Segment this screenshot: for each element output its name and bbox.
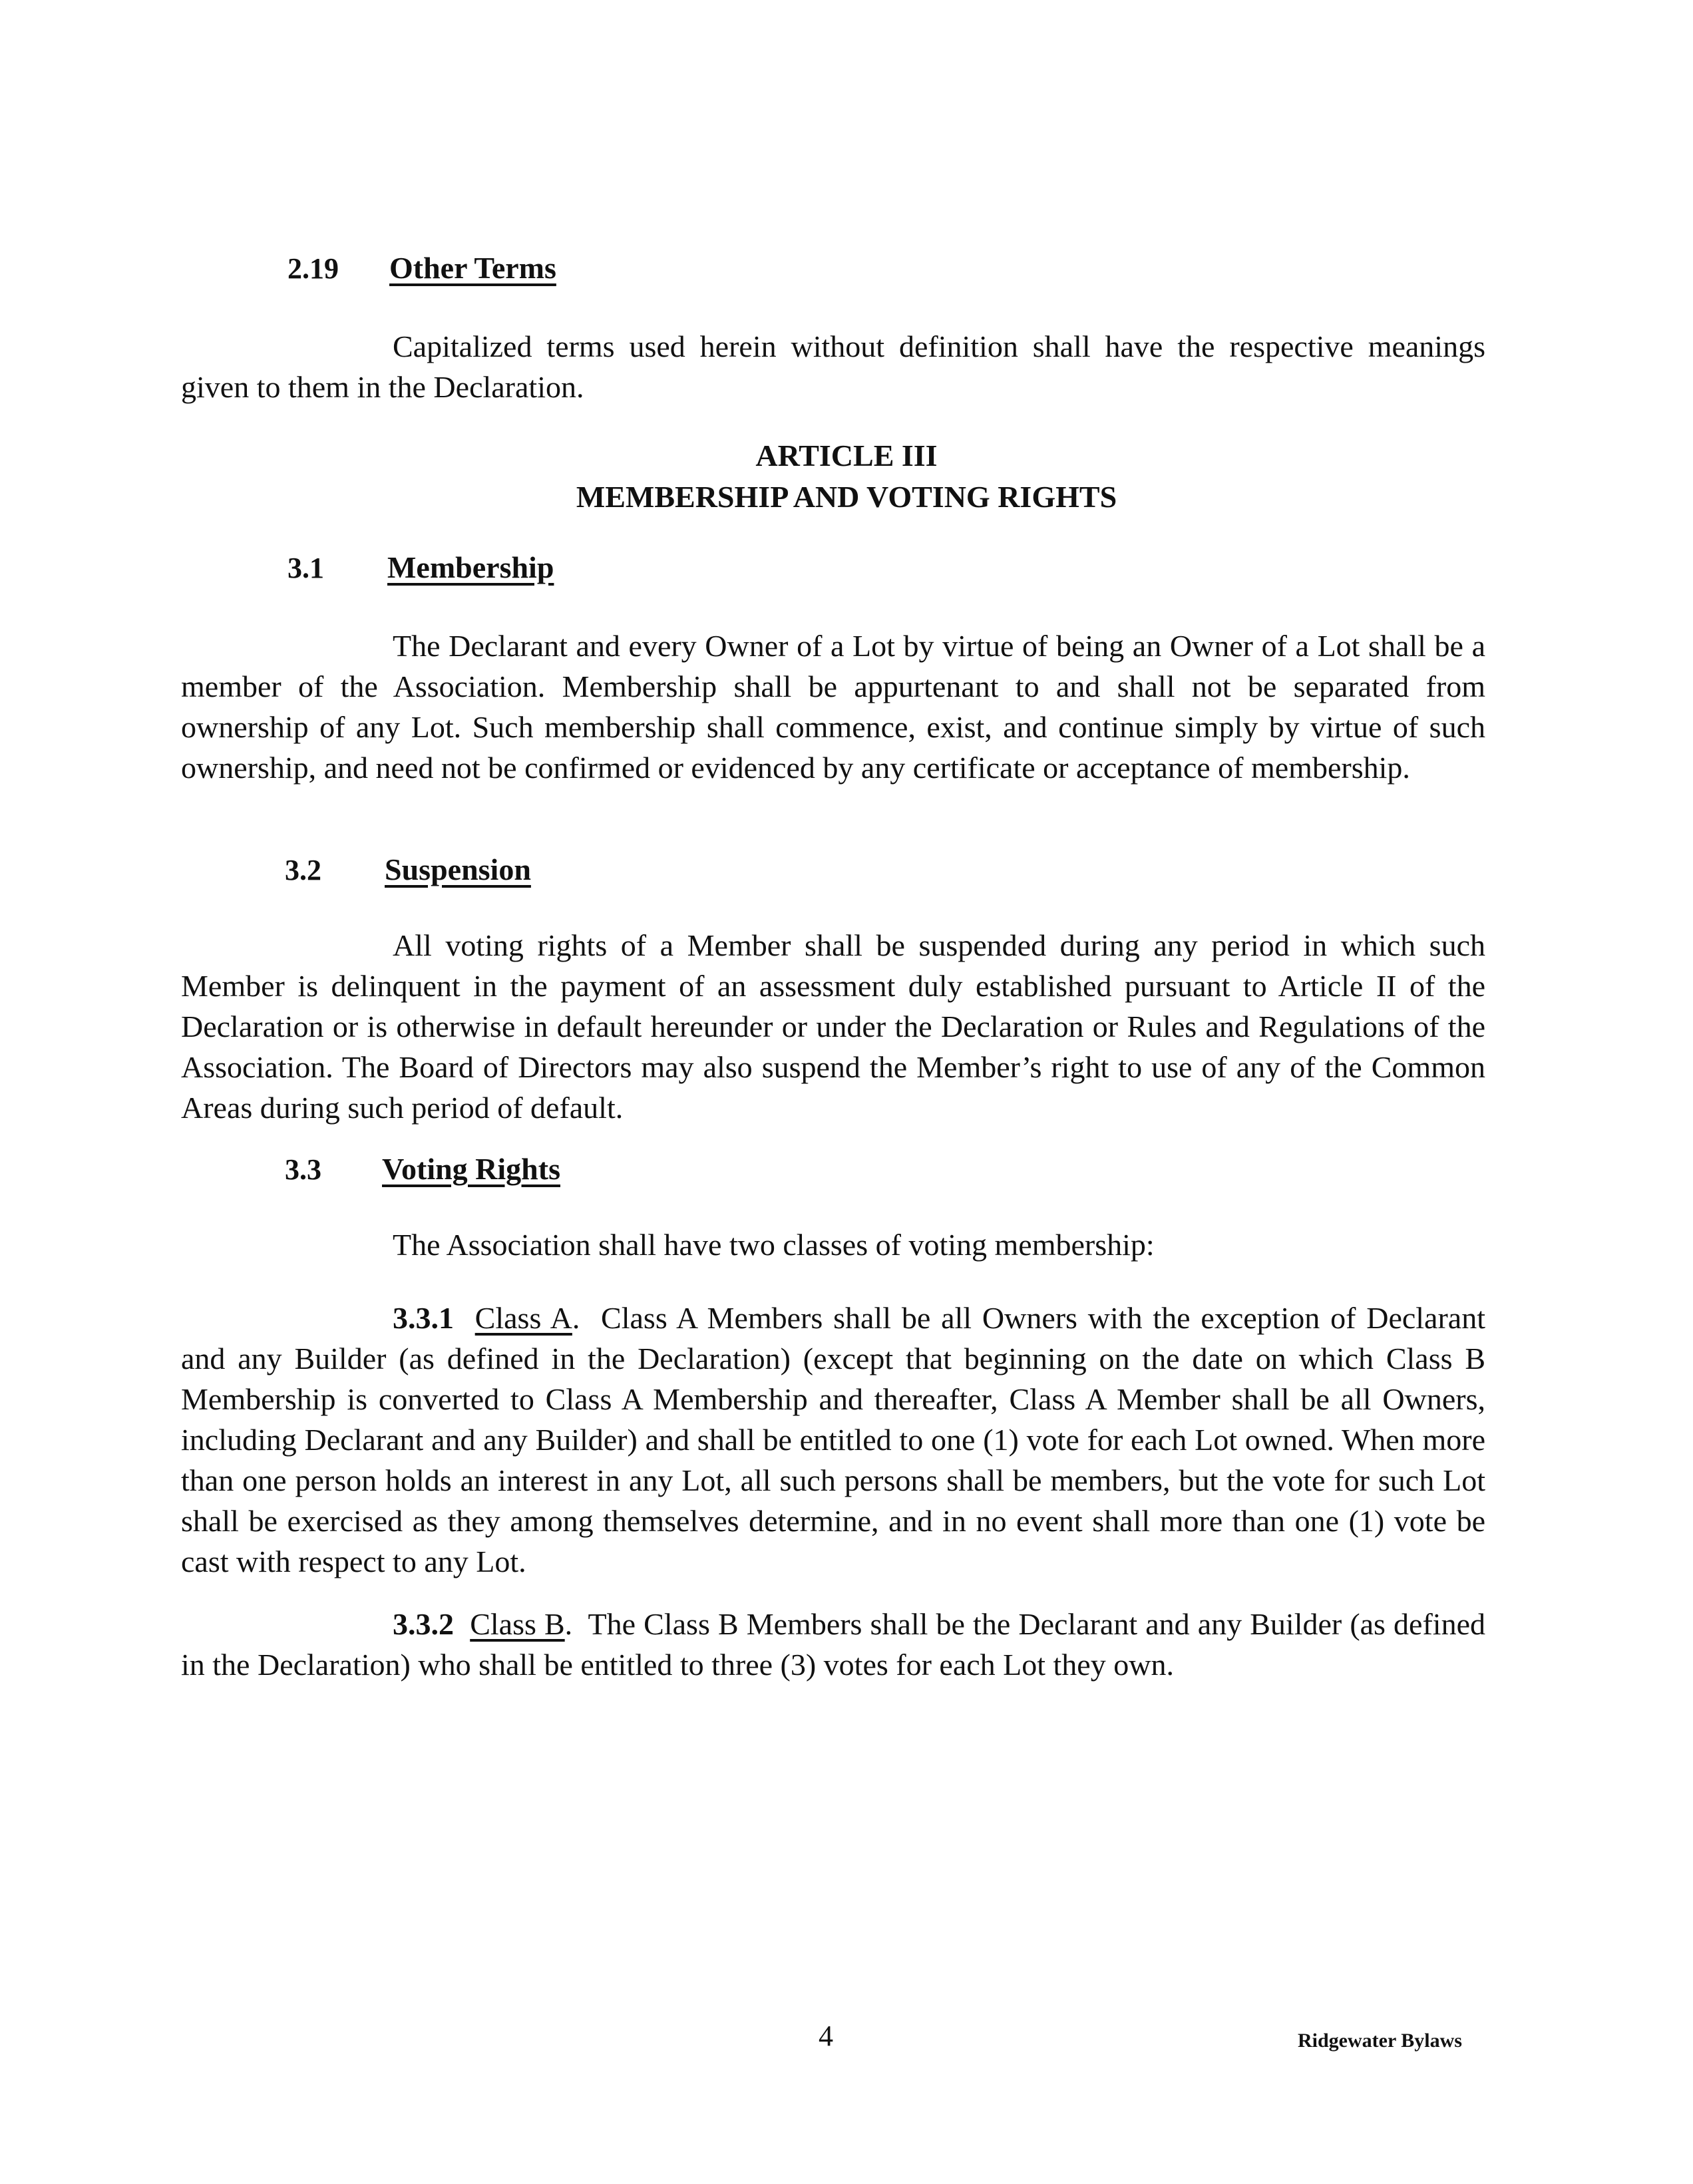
section-number: 2.19: [287, 252, 339, 285]
subsection-331: 3.3.1 Class A. Class A Members shall be all Owners with the exception of Declarant and any Builder (as defined in the Declaration) (except that beginning on the date on which Class B Membership is converted to Class A Membership and thereafter, Class A Member shall be all Owners, including Declarant and any Builder) and shall be entitled to one (1) vote for each Lot owned. When more than one person holds an interest in any Lot, all such persons shall be members, but the vote for such Lot shall be exercised as they among themselves determine, and in no event shall more than one (1) vote be cast with respect to any Lot.: [181, 1301, 1485, 1578]
section-body: Capitalized terms used herein without definition shall have the respective meanings given to them in the Declaration.: [181, 329, 1485, 404]
section-number: 3.3: [285, 1153, 321, 1186]
section-number: 3.2: [285, 854, 321, 886]
section-body: All voting rights of a Member shall be suspended during any period in which such Member is delinquent in the payment of an assessment duly established pursuant to Article II of the Declaration or is otherwise in default hereunder or under the Declaration or Rules and Regulations of the Association. The Board of Directors may also suspend the Member’s right to use of any of the Common Areas during such period of default.: [181, 928, 1485, 1125]
document-title: Ridgewater Bylaws: [1298, 2030, 1462, 2052]
page-number: 4: [819, 2020, 833, 2052]
section-heading: Suspension: [385, 852, 531, 886]
subsection-number: 3.3.1: [393, 1301, 454, 1335]
section-heading: Membership: [387, 550, 554, 584]
section-body: The Declarant and every Owner of a Lot by virtue of being an Owner of a Lot shall be a member of the Association. Membership shall be appurtenant to and shall not be separated from ownership of any Lot. Such membership shall commence, exist, and continue simply by virtue of such ownership, and need not be confirmed or evidenced by any certificate or acceptance of membership.: [181, 629, 1485, 785]
subsection-title: Class B: [470, 1607, 565, 1641]
section-intro: The Association shall have two classes of voting membership:: [393, 1228, 1155, 1262]
article-title: MEMBERSHIP AND VOTING RIGHTS: [576, 480, 1117, 514]
subsection-332: 3.3.2 Class B. The Class B Members shall be the Declarant and any Builder (as defined in the Declaration) who shall be entitled to three (3) votes for each Lot they own.: [181, 1607, 1485, 1682]
article-heading: [181, 435, 1512, 518]
subsection-body: Class A Members shall be all Owners with the exception of Declarant and any Builder (as defined in the Declaration) (except that beginning on the date on which Class B Membership is converted to Class A Membership and thereafter, Class A Member shall be all Owners, including Declarant and any Builder) and shall be entitled to one (1) vote for each Lot owned. When more than one person holds an interest in any Lot, all such persons shall be members, but the vote for such Lot shall be exercised as they among themselves determine, and in no event shall more than one (1) vote be cast with respect to any Lot.: [181, 1301, 1485, 1578]
section-number: 3.1: [287, 552, 324, 584]
subsection-title: Class A: [474, 1301, 572, 1335]
article-number: ARTICLE III: [755, 439, 938, 472]
section-heading: Other Terms: [389, 251, 556, 285]
subsection-body: The Class B Members shall be the Declarant and any Builder (as defined in the Declaration) who shall be entitled to three (3) votes for each Lot they own.: [181, 1607, 1485, 1682]
section-heading: Voting Rights: [382, 1152, 560, 1186]
subsection-number: 3.3.2: [393, 1607, 454, 1641]
